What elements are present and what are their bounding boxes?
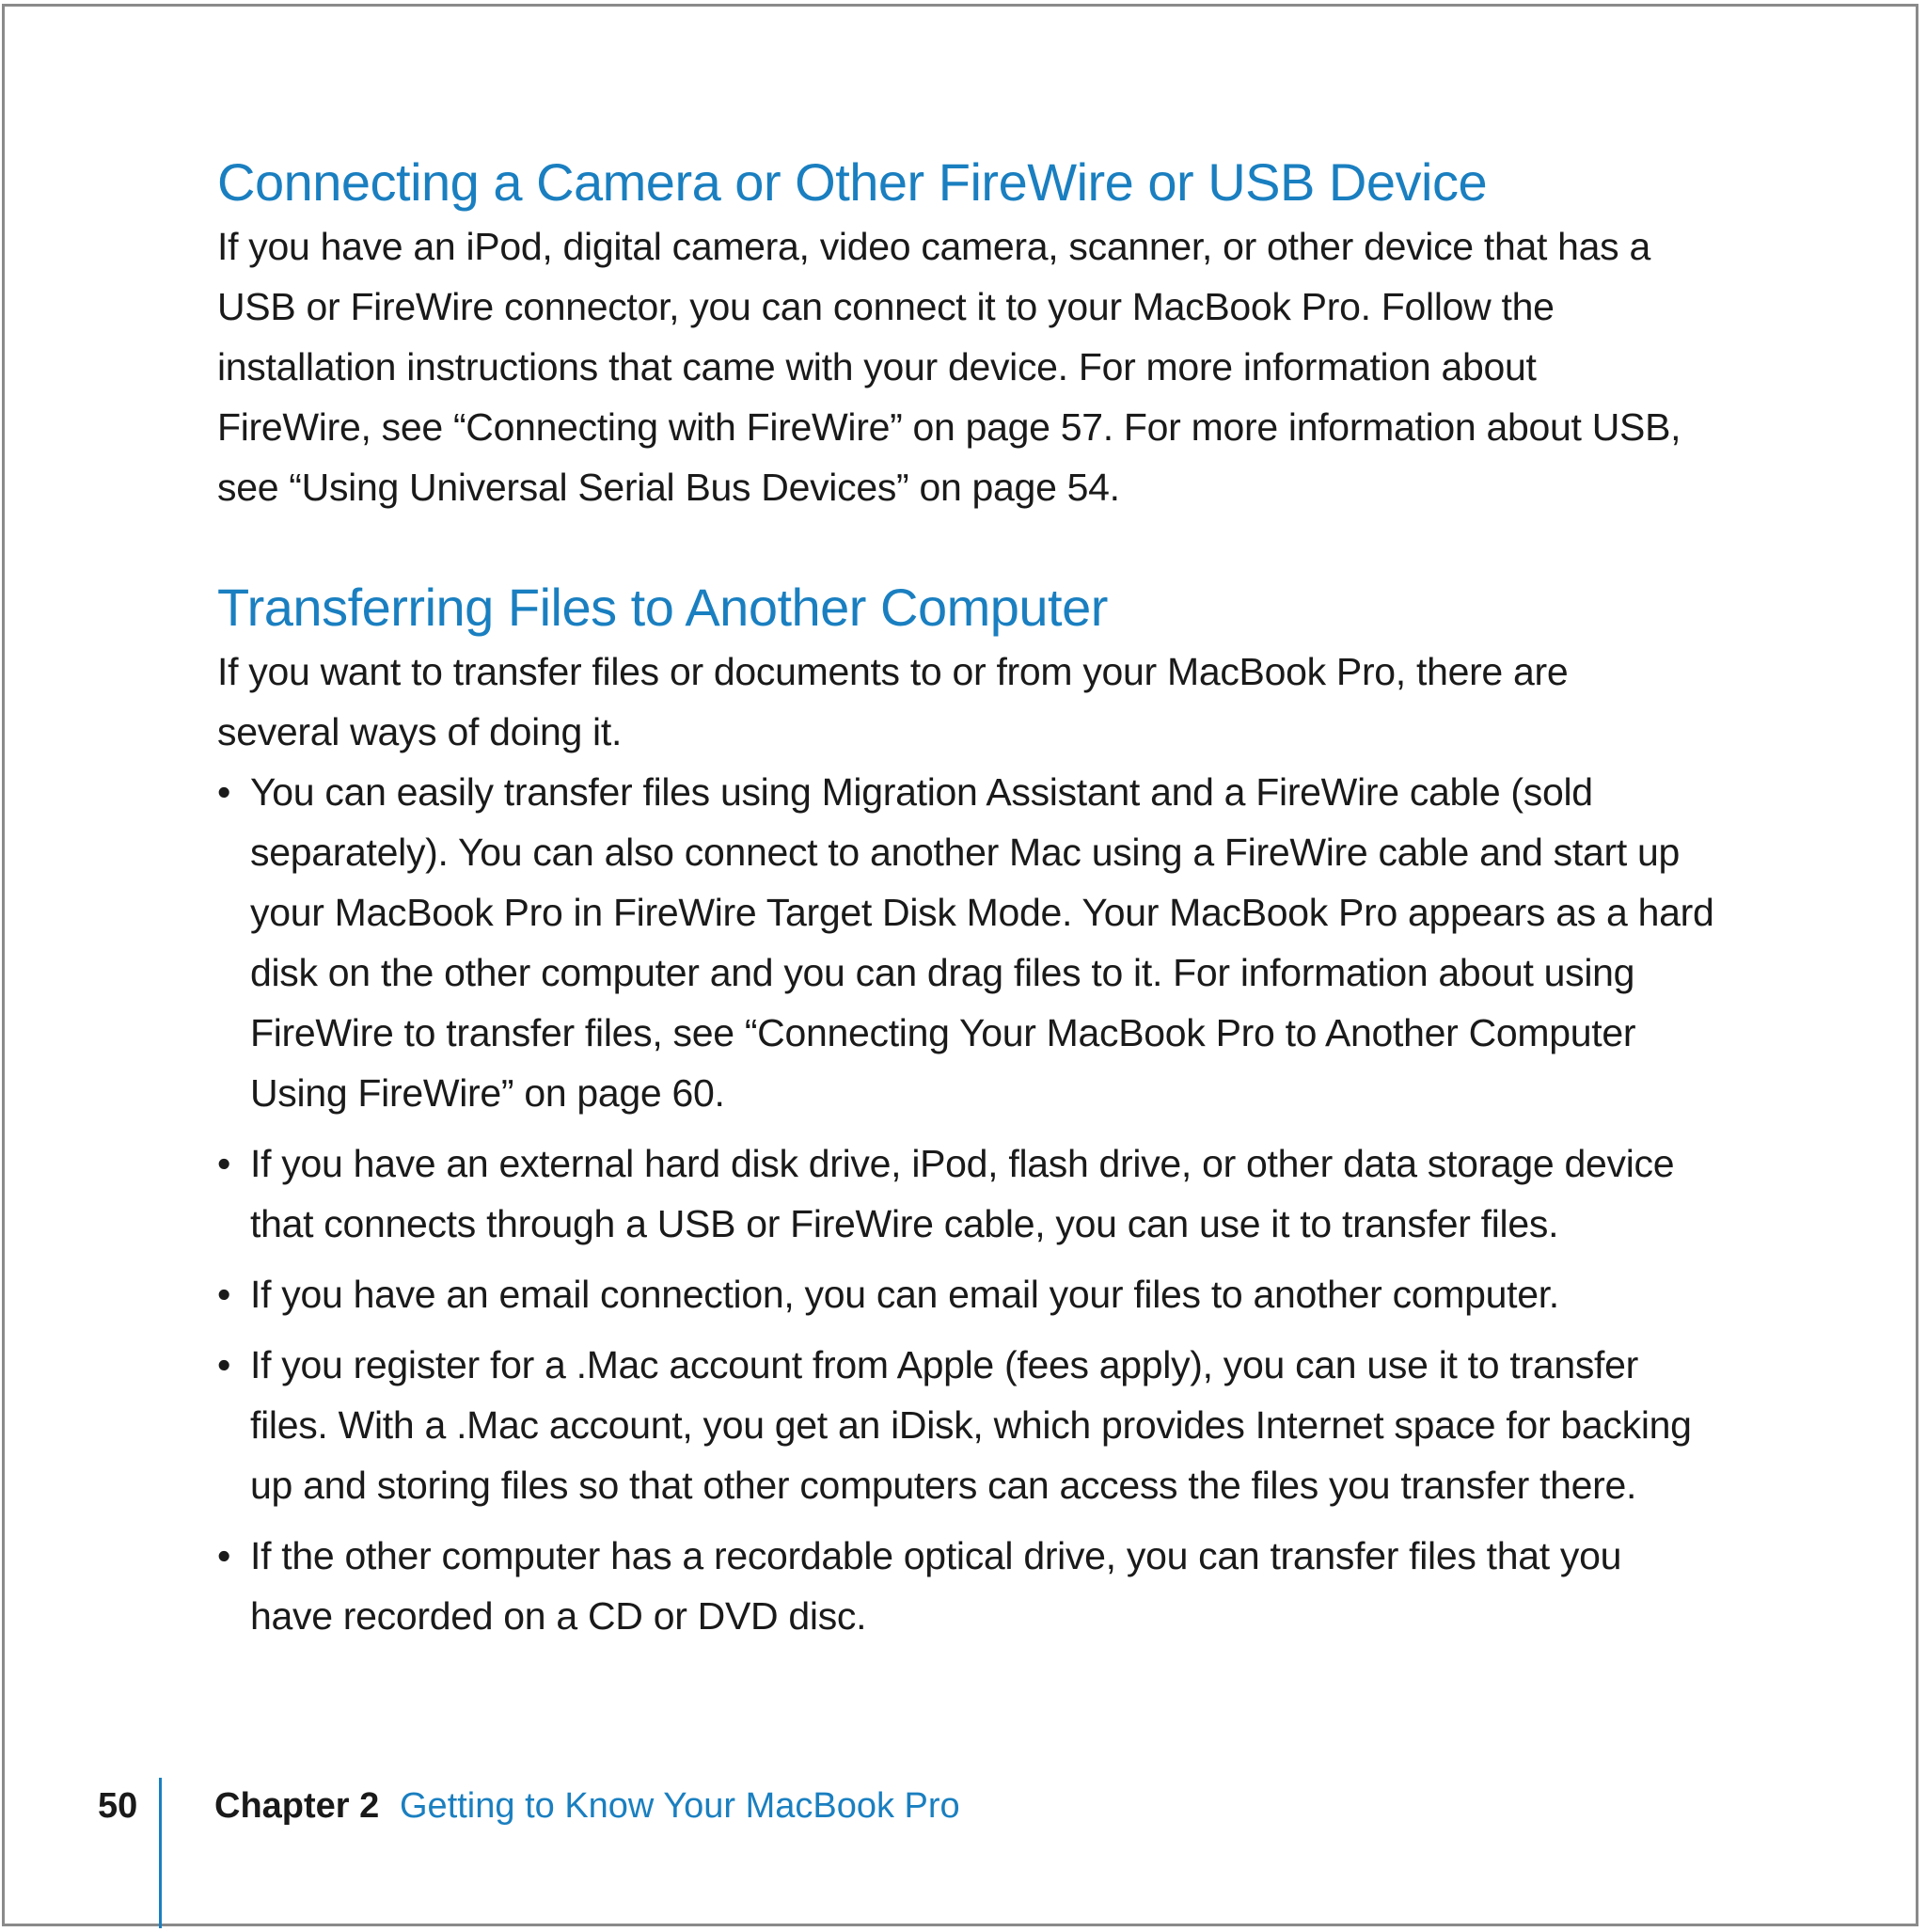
paragraph-line: If you want to transfer files or documents to or from your MacBook Pro, there are <box>217 650 1569 693</box>
bullet-icon: • <box>217 1142 231 1185</box>
bullet-line: your MacBook Pro in FireWire Target Disk Mode. Your MacBook Pro appears as a hard <box>250 891 1714 934</box>
paragraph-line: several ways of doing it. <box>217 710 623 753</box>
bullet-icon: • <box>217 1534 231 1577</box>
list-item <box>217 1133 1778 1254</box>
section-title-connecting-devices: Connecting a Camera or Other FireWire or USB Device <box>217 152 1488 212</box>
list-item <box>217 1526 1778 1646</box>
section-title-transferring-files: Transferring Files to Another Computer <box>217 578 1108 637</box>
chapter-label: Chapter 2 <box>214 1786 380 1826</box>
list-item <box>217 1264 1778 1324</box>
bullet-line: files. With a .Mac account, you get an iDisk, which provides Internet space for backing <box>250 1403 1692 1447</box>
transfer-methods-list <box>217 762 1778 1646</box>
bullet-line: You can easily transfer files using Migration Assistant and a FireWire cable (sold <box>250 770 1593 814</box>
paragraph-line: If you have an iPod, digital camera, video camera, scanner, or other device that has a <box>217 225 1650 268</box>
bullet-line: have recorded on a CD or DVD disc. <box>250 1594 867 1638</box>
footer-divider <box>159 1778 162 1928</box>
bullet-line: Using FireWire” on page 60. <box>250 1071 725 1115</box>
bullet-line: If you have an external hard disk drive, iPod, flash drive, or other data storage device <box>250 1142 1675 1185</box>
bullet-line: that connects through a USB or FireWire cable, you can use it to transfer files. <box>250 1202 1559 1245</box>
chapter-title: Getting to Know Your MacBook Pro <box>400 1786 960 1826</box>
section-spacer <box>217 517 1778 574</box>
paragraph-line: see “Using Universal Serial Bus Devices” on page 54. <box>217 466 1120 509</box>
bullet-icon: • <box>217 770 231 814</box>
page-number: 50 <box>98 1786 138 1826</box>
bullet-line: If you have an email connection, you can email your files to another computer. <box>250 1273 1559 1316</box>
page-content <box>217 149 1778 1656</box>
list-item <box>217 762 1778 1123</box>
page-footer <box>0 1778 1926 1834</box>
bullet-line: FireWire to transfer files, see “Connecting Your MacBook Pro to Another Computer <box>250 1011 1636 1054</box>
bullet-line: If you register for a .Mac account from Apple (fees apply), you can use it to transfer <box>250 1343 1638 1386</box>
section-paragraph-connecting-devices <box>217 216 1778 517</box>
list-item <box>217 1335 1778 1515</box>
bullet-icon: • <box>217 1273 231 1316</box>
bullet-line: If the other computer has a recordable optical drive, you can transfer files that you <box>250 1534 1622 1577</box>
paragraph-line: installation instructions that came with your device. For more information about <box>217 345 1537 388</box>
bullet-line: disk on the other computer and you can drag files to it. For information about using <box>250 951 1635 994</box>
paragraph-line: USB or FireWire connector, you can connect it to your MacBook Pro. Follow the <box>217 285 1555 328</box>
paragraph-line: FireWire, see “Connecting with FireWire” on page 57. For more information about USB, <box>217 405 1681 449</box>
bullet-line: separately). You can also connect to another Mac using a FireWire cable and start up <box>250 831 1681 874</box>
bullet-line: up and storing files so that other computers can access the files you transfer there. <box>250 1464 1637 1507</box>
section-paragraph-transferring-files <box>217 641 1778 762</box>
bullet-icon: • <box>217 1343 231 1386</box>
